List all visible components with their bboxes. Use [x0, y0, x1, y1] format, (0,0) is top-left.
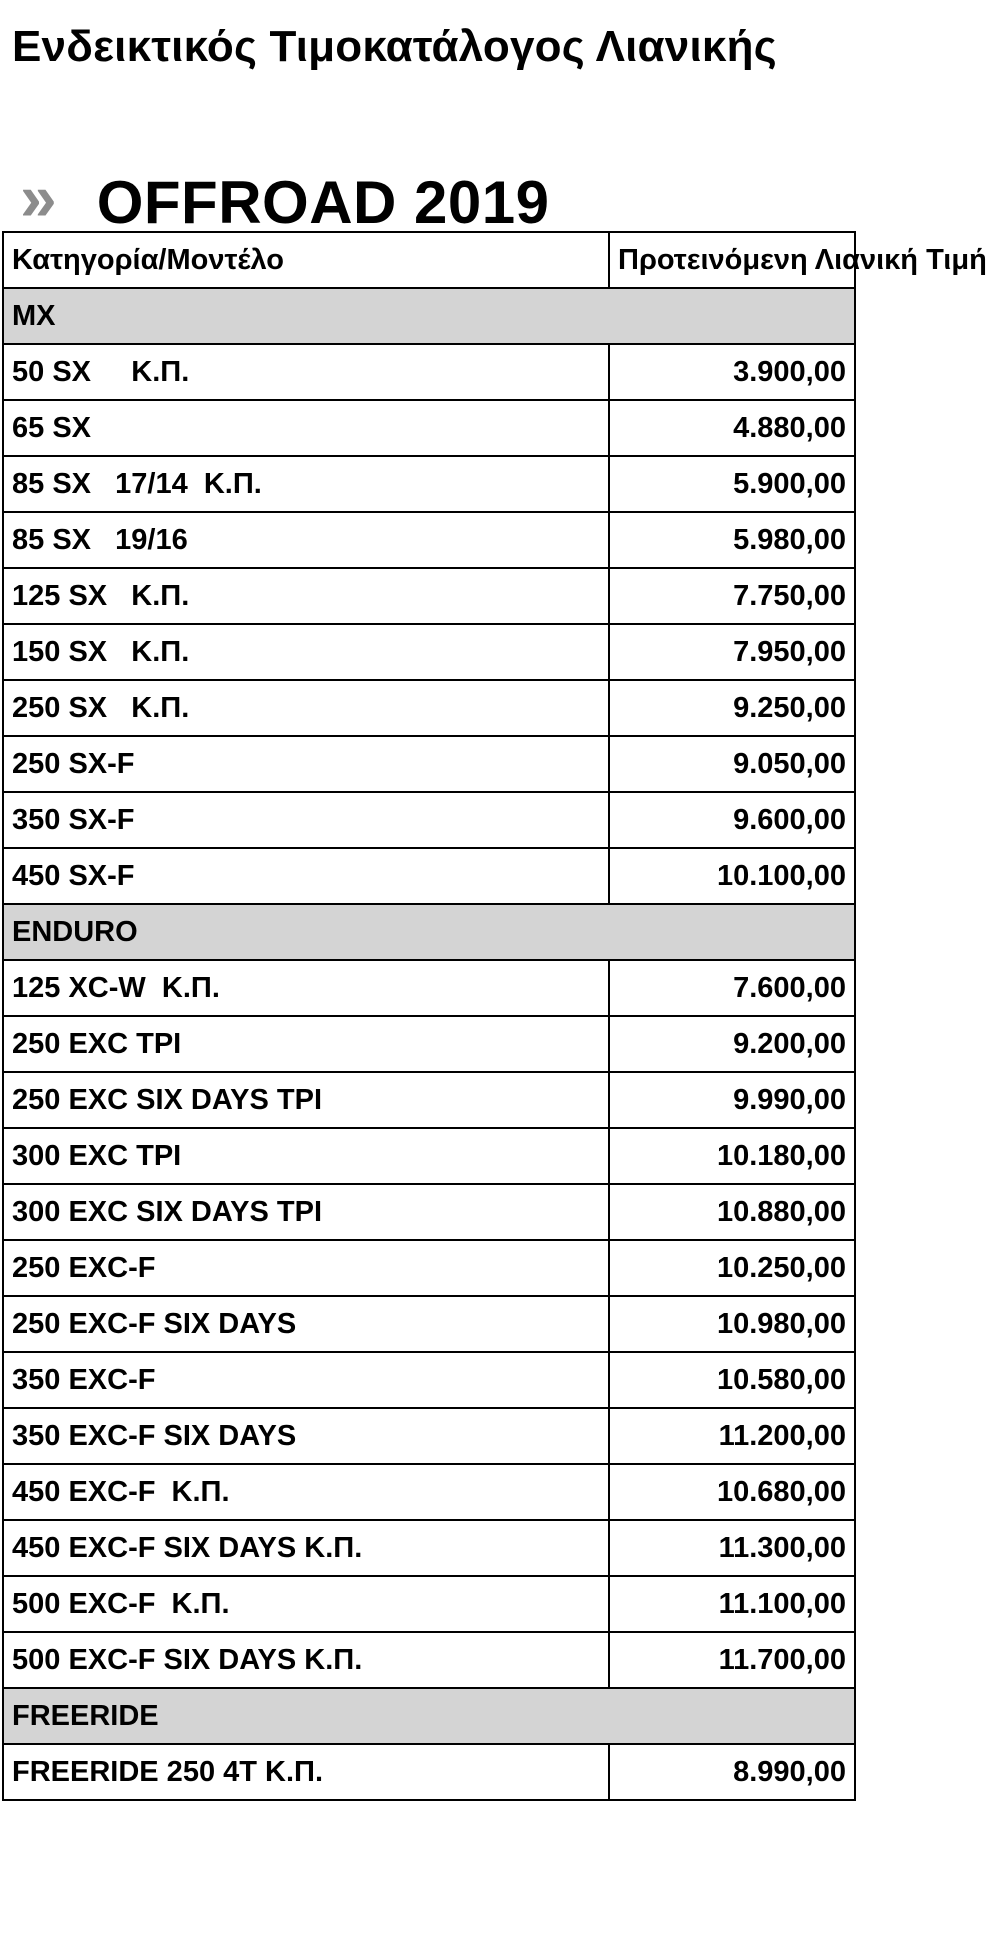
price-cell: 11.100,00: [609, 1576, 855, 1632]
table-row: [3, 1016, 855, 1072]
price-cell: 7.750,00: [609, 568, 855, 624]
table-row: [3, 456, 855, 512]
price-cell: 10.580,00: [609, 1352, 855, 1408]
model-cell: 250 SX Κ.Π.: [3, 680, 609, 736]
category-label: FREERIDE: [3, 1688, 855, 1744]
price-cell: 10.980,00: [609, 1296, 855, 1352]
price-cell: 11.200,00: [609, 1408, 855, 1464]
model-cell: 350 EXC-F: [3, 1352, 609, 1408]
price-cell: 9.200,00: [609, 1016, 855, 1072]
table-body: [3, 288, 855, 1800]
table-header-row: [3, 232, 855, 288]
price-cell: 11.700,00: [609, 1632, 855, 1688]
price-cell: 10.250,00: [609, 1240, 855, 1296]
section-title: OFFROAD 2019: [96, 169, 550, 236]
table-row: [3, 400, 855, 456]
table-row: [3, 624, 855, 680]
table-row: [3, 1072, 855, 1128]
price-cell: 10.100,00: [609, 848, 855, 904]
table-row: [3, 1464, 855, 1520]
table-row: [3, 1296, 855, 1352]
model-cell: 450 EXC-F Κ.Π.: [3, 1464, 609, 1520]
model-cell: 450 SX-F: [3, 848, 609, 904]
table-row: [3, 1576, 855, 1632]
table-row: [3, 344, 855, 400]
model-cell: 300 EXC SIX DAYS TPI: [3, 1184, 609, 1240]
price-cell: 9.250,00: [609, 680, 855, 736]
price-cell: 10.880,00: [609, 1184, 855, 1240]
category-row: [3, 1688, 855, 1744]
model-cell: 250 EXC-F: [3, 1240, 609, 1296]
table-row: [3, 1632, 855, 1688]
model-cell: 450 EXC-F SIX DAYS Κ.Π.: [3, 1520, 609, 1576]
model-cell: 150 SX Κ.Π.: [3, 624, 609, 680]
model-cell: 125 SX Κ.Π.: [3, 568, 609, 624]
table-row: [3, 568, 855, 624]
price-cell: 3.900,00: [609, 344, 855, 400]
table-row: [3, 1408, 855, 1464]
model-cell: 250 EXC-F SIX DAYS: [3, 1296, 609, 1352]
table-row: [3, 1520, 855, 1576]
price-cell: 11.300,00: [609, 1520, 855, 1576]
price-cell: 10.680,00: [609, 1464, 855, 1520]
price-cell: 4.880,00: [609, 400, 855, 456]
model-cell: 85 SX 17/14 Κ.Π.: [3, 456, 609, 512]
model-cell: 500 EXC-F Κ.Π.: [3, 1576, 609, 1632]
category-row: [3, 904, 855, 960]
price-cell: 9.990,00: [609, 1072, 855, 1128]
model-cell: 250 EXC SIX DAYS TPI: [3, 1072, 609, 1128]
table-row: [3, 1240, 855, 1296]
section-header: [20, 160, 550, 238]
model-cell: FREERIDE 250 4T Κ.Π.: [3, 1744, 609, 1800]
price-cell: 5.980,00: [609, 512, 855, 568]
chevron-right-icon: »: [20, 160, 57, 234]
model-cell: 350 SX-F: [3, 792, 609, 848]
table-row: [3, 1744, 855, 1800]
category-row: [3, 288, 855, 344]
model-cell: 125 XC-W Κ.Π.: [3, 960, 609, 1016]
table-row: [3, 512, 855, 568]
table-row: [3, 1184, 855, 1240]
table-row: [3, 960, 855, 1016]
price-cell: 10.180,00: [609, 1128, 855, 1184]
model-cell: 500 EXC-F SIX DAYS Κ.Π.: [3, 1632, 609, 1688]
document-title: Ενδεικτικός Τιμοκατάλογος Λιανικής: [12, 22, 777, 71]
model-cell: 65 SX: [3, 400, 609, 456]
model-cell: 300 EXC TPI: [3, 1128, 609, 1184]
category-label: MX: [3, 288, 855, 344]
table-row: [3, 1352, 855, 1408]
model-cell: 250 EXC TPI: [3, 1016, 609, 1072]
table-row: [3, 1128, 855, 1184]
price-cell: 8.990,00: [609, 1744, 855, 1800]
column-header-model: Κατηγορία/Μοντέλο: [3, 232, 609, 288]
model-cell: 250 SX-F: [3, 736, 609, 792]
model-cell: 350 EXC-F SIX DAYS: [3, 1408, 609, 1464]
price-cell: 9.600,00: [609, 792, 855, 848]
table-row: [3, 680, 855, 736]
price-cell: 9.050,00: [609, 736, 855, 792]
price-cell: 7.600,00: [609, 960, 855, 1016]
category-label: ENDURO: [3, 904, 855, 960]
model-cell: 85 SX 19/16: [3, 512, 609, 568]
table-row: [3, 792, 855, 848]
price-cell: 7.950,00: [609, 624, 855, 680]
price-table: [2, 231, 987, 1801]
model-cell: 50 SX Κ.Π.: [3, 344, 609, 400]
table-row: [3, 848, 855, 904]
column-header-price: Προτεινόμενη Λιανική Τιμή: [609, 232, 855, 288]
price-cell: 5.900,00: [609, 456, 855, 512]
table-row: [3, 736, 855, 792]
